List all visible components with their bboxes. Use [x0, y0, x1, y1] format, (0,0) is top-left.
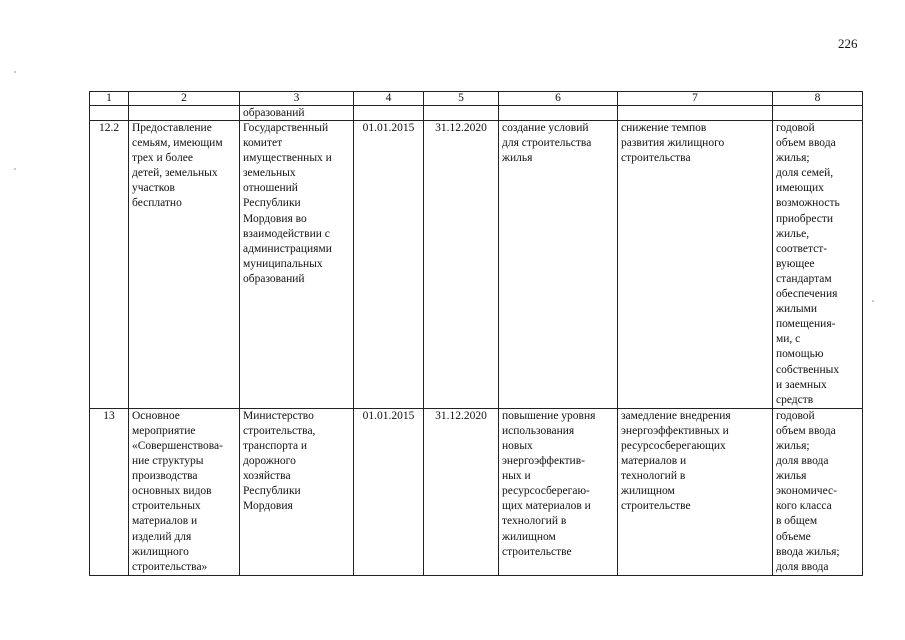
cell-text-line: средств: [776, 393, 814, 406]
end-date: 31.12.2020: [424, 408, 499, 575]
cell-text-line: развития жилищного: [621, 137, 725, 150]
cell-text-line: строительстве: [621, 500, 691, 513]
start-date: 01.01.2015: [354, 408, 424, 575]
cell-text-line: доля ввода: [776, 560, 829, 573]
cell-text-line: годовой: [776, 122, 815, 134]
cell-text-line: хозяйства: [243, 470, 291, 483]
cell-text-line: Основное: [132, 409, 180, 422]
end-date: 31.12.2020: [424, 121, 499, 409]
cell-text-line: технологий в: [502, 515, 567, 528]
cell-text-line: энергоэффектив-: [502, 455, 585, 468]
cell-text-line: возможность: [776, 197, 840, 210]
cell-text-line: помещения-: [776, 318, 836, 331]
cell-text-line: доля семей,: [776, 167, 834, 180]
scan-speck: [872, 300, 874, 302]
cell-text-line: кого класса: [776, 500, 832, 513]
cell-text-line: Государственный: [243, 122, 329, 134]
cell-text-line: щих материалов и: [502, 500, 591, 513]
row-number: 12.2: [90, 121, 129, 409]
column-number-1: 1: [90, 92, 129, 106]
cell-text-line: жилье,: [776, 227, 810, 240]
cell-text-line: приобрести: [776, 212, 834, 225]
cell-text-line: бесплатно: [132, 197, 182, 210]
cell-text-line: транспорта и: [243, 439, 308, 452]
cell-text-line: строительства: [621, 152, 691, 165]
cell-text-line: земельных: [243, 167, 296, 180]
cell-text-line: участков: [132, 182, 175, 195]
cell-text-line: отношений: [243, 182, 298, 195]
cell-text-line: Мордовия во: [243, 212, 307, 225]
cell-text-line: производства: [132, 470, 198, 483]
cell-text-line: детей, земельных: [132, 167, 218, 180]
cell-text-line: жилья: [502, 152, 533, 165]
cell-text-line: помощью: [776, 348, 824, 361]
cell-text-line: и заемных: [776, 378, 827, 391]
cell-text-line: стандартам: [776, 272, 832, 285]
carry-over-row: [90, 106, 863, 121]
cell-text-line: обеспечения: [776, 288, 838, 301]
column-number-7: 7: [618, 92, 773, 106]
cell-text-line: комитет: [243, 137, 283, 150]
cell-text-line: ресурсосберегаю-: [502, 485, 590, 498]
cell-text-line: объем ввода: [776, 137, 836, 150]
cell-text-line: образований: [243, 107, 305, 119]
responsible-executor: [240, 121, 354, 409]
carry-over-executor: [240, 106, 354, 121]
cell-text-line: вующее: [776, 257, 815, 270]
cell-text-line: ми, с: [776, 333, 801, 346]
cell-text-line: строительстве: [502, 545, 572, 558]
cell-text-line: Министерство: [243, 409, 314, 422]
cell-text-line: Республики: [243, 485, 301, 498]
cell-text-line: мероприятие: [132, 424, 196, 437]
cell-text-line: строительства,: [243, 424, 316, 437]
cell-text-line: имеющих: [776, 182, 824, 195]
measure-name: [129, 408, 240, 575]
cell-text-line: материалов и: [621, 455, 687, 468]
cell-text-line: замедление внедрения: [621, 409, 731, 422]
cell-text-line: семьям, имеющим: [132, 137, 223, 150]
cell-text-line: повышение уровня: [502, 409, 596, 422]
cell-text-line: строительных: [132, 500, 201, 513]
page-number: 226: [838, 36, 858, 51]
scan-speck: [14, 71, 16, 73]
non-implementation-consequence: [618, 408, 773, 575]
cell-text-line: строительства»: [132, 560, 208, 573]
column-number-5: 5: [424, 92, 499, 106]
cell-text-line: технологий в: [621, 470, 686, 483]
table-row: [90, 121, 863, 409]
cell-text-line: использования: [502, 424, 575, 437]
expected-result: [499, 121, 618, 409]
column-number-3: 3: [240, 92, 354, 106]
cell-text-line: ных и: [502, 470, 531, 483]
expected-result: [499, 408, 618, 575]
column-number-8: 8: [773, 92, 863, 106]
start-date: 01.01.2015: [354, 121, 424, 409]
cell-text-line: ресурсосберегающих: [621, 439, 726, 452]
cell-text-line: энергоэффективных и: [621, 424, 729, 437]
cell-text-line: снижение темпов: [621, 122, 707, 134]
cell-text-line: экономичес-: [776, 485, 837, 498]
cell-text-line: жилья;: [776, 439, 810, 452]
cell-text-line: трех и более: [132, 152, 193, 165]
cell-text-line: годовой: [776, 409, 815, 422]
cell-text-line: изделий для: [132, 530, 192, 543]
cell-text-line: жилья: [776, 470, 807, 483]
column-number-2: 2: [129, 92, 240, 106]
cell-text-line: взаимодействии с: [243, 227, 330, 240]
row-number: 13: [90, 408, 129, 575]
cell-text-line: Республики: [243, 197, 301, 210]
cell-text-line: объеме: [776, 530, 811, 543]
table-row: [90, 408, 863, 575]
cell-text-line: муниципальных: [243, 257, 323, 270]
cell-text-line: материалов и: [132, 515, 198, 528]
cell-text-line: имущественных и: [243, 152, 332, 165]
cell-text-line: доля ввода: [776, 455, 829, 468]
cell-text-line: создание условий: [502, 122, 589, 134]
responsible-executor: [240, 408, 354, 575]
column-number-row: [90, 92, 863, 106]
cell-text-line: администрациями: [243, 242, 332, 255]
non-implementation-consequence: [618, 121, 773, 409]
cell-text-line: объем ввода: [776, 424, 836, 437]
measure-name: [129, 121, 240, 409]
cell-text-line: новых: [502, 439, 533, 452]
cell-text-line: в общем: [776, 515, 818, 528]
cell-text-line: собственных: [776, 363, 840, 376]
cell-text-line: жилыми: [776, 303, 817, 316]
cell-text-line: жилищном: [502, 530, 556, 543]
cell-text-line: Мордовия: [243, 500, 293, 513]
cell-text-line: основных видов: [132, 485, 212, 498]
program-measures-table: [89, 91, 863, 576]
target-indicator: [773, 121, 863, 409]
column-number-4: 4: [354, 92, 424, 106]
cell-text-line: жилищном: [621, 485, 675, 498]
cell-text-line: Предоставление: [132, 122, 212, 134]
cell-text-line: дорожного: [243, 455, 296, 468]
column-number-6: 6: [499, 92, 618, 106]
cell-text-line: жилья;: [776, 152, 810, 165]
cell-text-line: ние структуры: [132, 455, 204, 468]
cell-text-line: для строительства: [502, 137, 592, 150]
scan-speck: [14, 168, 16, 170]
cell-text-line: соответст-: [776, 242, 828, 255]
cell-text-line: ввода жилья;: [776, 545, 840, 558]
cell-text-line: «Совершенствова-: [132, 439, 223, 452]
target-indicator: [773, 408, 863, 575]
cell-text-line: образований: [243, 272, 305, 285]
cell-text-line: жилищного: [132, 545, 189, 558]
